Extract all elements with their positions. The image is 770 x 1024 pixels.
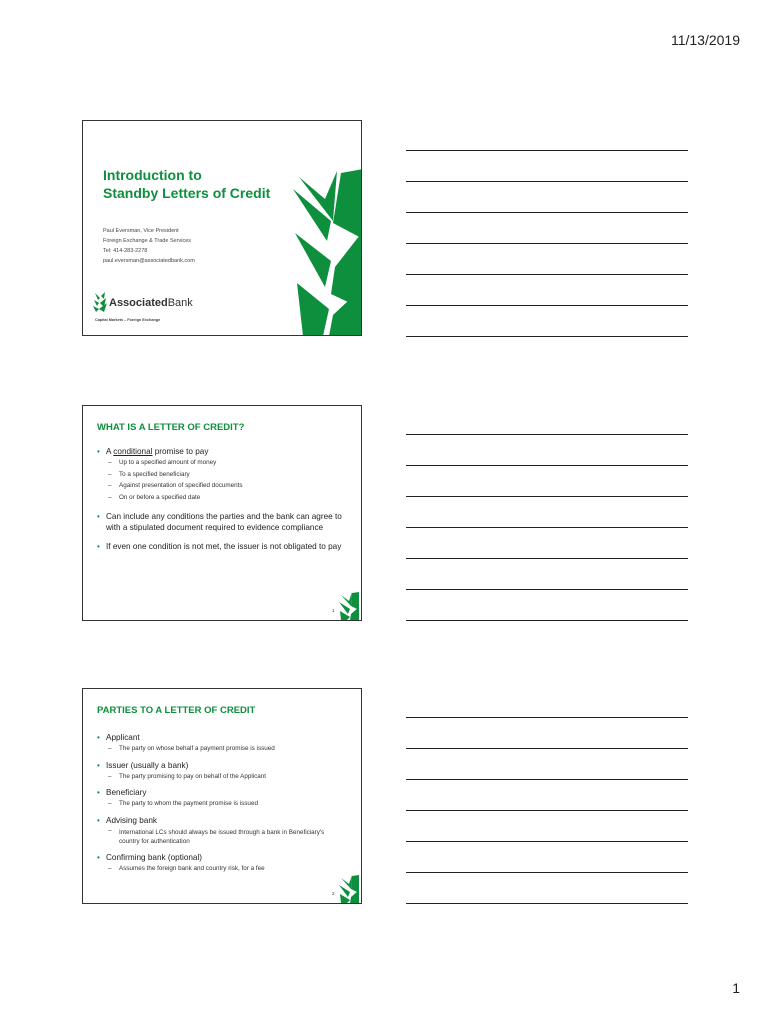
note-line xyxy=(406,779,688,780)
sub-bullet: – Up to a specified amount of money xyxy=(97,457,345,469)
slide-heading: WHAT IS A LETTER OF CREDIT? xyxy=(97,422,245,433)
bullet-item xyxy=(97,446,345,457)
note-line xyxy=(406,305,688,306)
tree-logo-icon xyxy=(339,875,359,903)
logo-text-light: Bank xyxy=(167,297,193,309)
slide-parties-to-lc xyxy=(82,688,362,904)
note-line xyxy=(406,527,688,528)
notes-lines xyxy=(406,150,688,367)
note-line xyxy=(406,465,688,466)
presenter-department: Foreign Exchange & Trade Services xyxy=(103,238,192,244)
sub-bullet: – The party to whom the payment promise is issued xyxy=(97,798,345,810)
bullet-item: • Confirming bank (optional) xyxy=(97,852,345,863)
page-number: 1 xyxy=(732,980,740,996)
notes-lines xyxy=(406,434,688,651)
bullet-list xyxy=(97,446,345,552)
notes-lines xyxy=(406,717,688,934)
slide-number: 1 xyxy=(332,608,335,613)
note-line xyxy=(406,212,688,213)
title-line-1: Introduction to xyxy=(103,167,202,183)
svg-text:AssociatedBank xyxy=(109,297,193,309)
note-line xyxy=(406,841,688,842)
sub-bullet: – On or before a specified date xyxy=(97,492,345,504)
note-line xyxy=(406,150,688,151)
note-line xyxy=(406,181,688,182)
sub-bullet: – Against presentation of specified documents xyxy=(97,480,345,492)
slide-title xyxy=(82,120,362,336)
bullet-item: • If even one condition is not met, the issuer is not obligated to pay xyxy=(97,541,345,552)
bullet-prefix: A xyxy=(106,447,114,456)
presenter-contact xyxy=(103,226,195,266)
title-line-2: Standby Letters of Credit xyxy=(103,185,271,201)
note-line xyxy=(406,717,688,718)
slide-number: 2 xyxy=(332,891,335,896)
note-line xyxy=(406,872,688,873)
bullet-list xyxy=(97,732,345,874)
note-line xyxy=(406,336,688,337)
sub-bullet: – To a specified beneficiary xyxy=(97,469,345,481)
note-line xyxy=(406,589,688,590)
logo-text-bold: Associated xyxy=(109,297,168,309)
presenter-email: paul.eversman@associatedbank.com xyxy=(103,258,195,264)
slide-what-is-lc xyxy=(82,405,362,621)
note-line xyxy=(406,620,688,621)
underlined-term: conditional xyxy=(113,447,153,456)
note-line xyxy=(406,243,688,244)
tree-graphic-icon xyxy=(293,169,362,336)
note-line xyxy=(406,496,688,497)
bullet-item: • Beneficiary xyxy=(97,787,345,798)
sub-bullet: – International LCs should always be issued through a bank in Beneficiary's country for authentication xyxy=(97,826,345,847)
bullet-item: • Can include any conditions the parties and the bank can agree to with a stipulated document required to evidence compliance xyxy=(97,511,345,533)
note-line xyxy=(406,434,688,435)
associated-bank-tree-logo-icon xyxy=(93,292,107,312)
bullet-item: • Applicant xyxy=(97,732,345,743)
bullet-item: • Advising bank xyxy=(97,815,345,826)
presenter-phone: Tel: 414-283-2278 xyxy=(103,248,148,254)
page-date: 11/13/2019 xyxy=(670,32,740,48)
tree-logo-icon xyxy=(339,592,359,620)
slide-heading: PARTIES TO A LETTER OF CREDIT xyxy=(97,705,256,716)
presentation-title xyxy=(103,166,293,202)
bullet-suffix: promise to pay xyxy=(152,447,209,456)
sub-bullet: – The party promising to pay on behalf of the Applicant xyxy=(97,771,345,783)
note-line xyxy=(406,274,688,275)
note-line xyxy=(406,748,688,749)
presenter-name: Paul Eversman, Vice President xyxy=(103,228,179,234)
associated-bank-logo xyxy=(92,291,202,313)
slide-footer: Capital Markets – Foreign Exchange xyxy=(95,318,161,322)
note-line xyxy=(406,903,688,904)
sub-bullet: – The party on whose behalf a payment promise is issued xyxy=(97,743,345,755)
sub-bullet: – Assumes the foreign bank and country risk, for a fee xyxy=(97,863,345,875)
bullet-item: • Issuer (usually a bank) xyxy=(97,760,345,771)
note-line xyxy=(406,810,688,811)
note-line xyxy=(406,558,688,559)
